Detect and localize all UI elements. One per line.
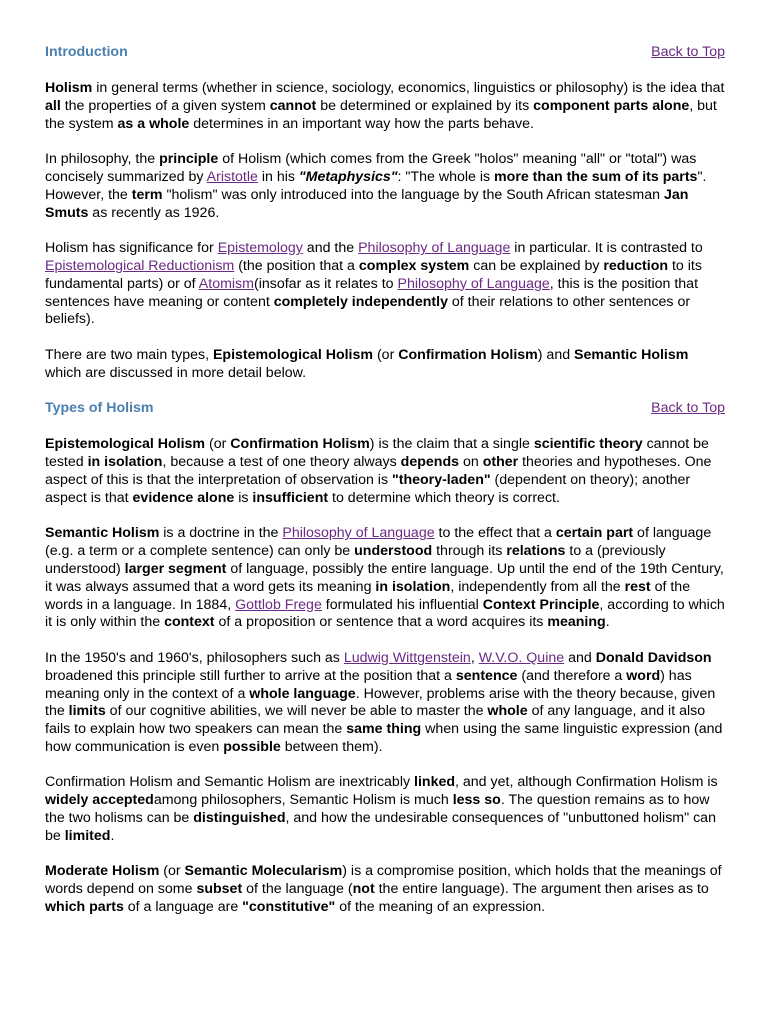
text-run: when using the same linguistic expression (and how communication is even	[45, 721, 723, 755]
bold-text: cannot	[269, 97, 317, 114]
text-run: , because a test of one theory always	[162, 454, 401, 471]
inline-link[interactable]: Epistemology	[217, 240, 303, 257]
text-run: theories and hypotheses. One aspect of this is that the interpretation of observation is	[45, 454, 712, 488]
section-title: Types of Holism	[45, 400, 154, 417]
back-to-top-link[interactable]: Back to Top	[651, 44, 725, 60]
text-run: as recently as 1926.	[88, 204, 220, 221]
text-run: to determine which theory is correct.	[328, 489, 560, 506]
bold-text: certain part	[555, 525, 634, 542]
text-run: in his	[257, 168, 299, 185]
inline-link[interactable]: Atomism	[198, 275, 254, 292]
bold-text: possible	[223, 738, 281, 755]
bold-text: whole	[487, 703, 528, 720]
text-run: , independently from all the	[450, 578, 625, 595]
bold-text: Context Principle	[482, 596, 600, 613]
text-run: , according to which it is only within the	[45, 596, 725, 631]
bold-text: reduction	[603, 257, 669, 274]
bold-text: "Metaphysics"	[298, 168, 398, 185]
bold-text: depends	[400, 454, 460, 471]
inline-link[interactable]: Philosophy of Language	[397, 275, 550, 292]
bold-text: Epistemological Holism	[45, 436, 206, 453]
section-header	[45, 400, 725, 420]
bold-text: same thing	[346, 721, 422, 738]
text-run: is	[234, 489, 253, 506]
section-title: Introduction	[45, 44, 128, 60]
bold-text: Confirmation Holism	[398, 346, 538, 363]
document-page	[45, 44, 725, 935]
paragraph	[45, 774, 725, 845]
bold-text: relations	[506, 543, 566, 560]
text-run: to its fundamental parts) or of	[45, 257, 702, 292]
text-run: , and how the undesirable consequences of "unbuttoned holism" can be	[45, 810, 716, 844]
text-run: .	[605, 614, 610, 631]
text-run: (or	[205, 436, 231, 453]
bold-text: Epistemological Holism	[212, 346, 374, 363]
text-run: , but the system	[45, 97, 717, 132]
bold-text: in isolation	[375, 578, 451, 595]
text-run: and	[564, 649, 596, 666]
bold-text: whole language	[249, 685, 356, 702]
text-run: Holism has significance for	[45, 240, 218, 257]
paragraph	[45, 151, 725, 222]
text-run: There are two main types,	[45, 346, 213, 363]
text-run: in particular. It is contrasted to	[510, 240, 703, 257]
bold-text: sentence	[455, 667, 518, 684]
bold-text: less so	[452, 792, 501, 809]
text-run: ) is a compromise position, which holds that the meanings of words depend on some	[45, 863, 722, 898]
inline-link[interactable]: Epistemological Reductionism	[45, 257, 235, 274]
text-run: among philosophers, Semantic Holism is much	[153, 792, 453, 809]
text-run: .	[110, 827, 115, 844]
text-run: (or	[373, 346, 399, 363]
bold-text: understood	[354, 543, 433, 560]
section-types-of-holism	[45, 400, 725, 917]
text-run: through its	[432, 543, 507, 560]
bold-text: limits	[68, 703, 106, 720]
text-run: ) has meaning only in the context of a	[45, 667, 692, 702]
bold-text: word	[626, 667, 661, 684]
bold-text: Donald Davidson	[595, 649, 712, 666]
text-run: (and therefore a	[517, 667, 627, 684]
bold-text: limited	[64, 827, 111, 844]
back-to-top-link[interactable]: Back to Top	[651, 400, 725, 417]
text-run: , and yet, although Confirmation Holism is	[455, 774, 718, 791]
text-run: of our cognitive abilities, we will never be able to master the	[105, 703, 488, 720]
bold-text: all	[45, 97, 61, 114]
text-run: of a proposition or sentence that a word acquires its	[214, 614, 548, 631]
text-run: which are discussed in more detail below.	[45, 364, 307, 381]
text-run: Confirmation Holism and Semantic Holism are inextricably	[45, 774, 415, 791]
bold-text: Holism	[45, 80, 93, 96]
text-run: between them).	[280, 738, 383, 755]
text-run: , this is the position that sentences have meaning or content	[45, 275, 699, 310]
text-run: of the language (	[242, 881, 353, 898]
text-run: of the words in a language. In 1884,	[45, 578, 691, 613]
text-run: to a (previously understood)	[45, 543, 666, 577]
text-run: (insofar as it relates to	[253, 275, 398, 292]
bold-text: not	[352, 881, 375, 898]
paragraph	[45, 80, 725, 133]
text-run: ,	[470, 649, 479, 666]
text-run: In philosophy, the	[45, 151, 160, 168]
paragraph	[45, 347, 725, 383]
bold-text: term	[131, 186, 163, 203]
text-run: of a language are	[123, 899, 243, 916]
text-run: In the 1950's and 1960's, philosophers such as	[45, 649, 344, 666]
text-run: formulated his influential	[321, 596, 483, 613]
section-introduction	[45, 44, 725, 383]
text-run: ". However, the	[45, 168, 707, 203]
bold-text: evidence alone	[132, 489, 235, 506]
text-run: broadened this principle still further to arrive at the position that a	[45, 667, 456, 684]
text-run: of Holism (which comes from the Greek "holos" meaning "all" or "total") was concisely summarized by	[45, 151, 697, 185]
bold-text: Moderate Holism	[45, 863, 160, 880]
bold-text: which parts	[45, 899, 124, 916]
bold-text: scientific theory	[533, 436, 643, 453]
bold-text: insufficient	[252, 489, 329, 506]
bold-text: complex system	[358, 257, 470, 274]
text-run: "holism" was only introduced into the language by the South African statesman	[162, 186, 664, 203]
text-run: (or	[159, 863, 185, 880]
bold-text: completely independently	[273, 293, 448, 310]
text-run: cannot be tested	[45, 436, 709, 471]
bold-text: component parts alone	[533, 97, 690, 114]
paragraph	[45, 525, 725, 632]
section-header	[45, 44, 725, 64]
text-run: can be explained by	[469, 257, 604, 274]
text-run: to the effect that a	[434, 525, 556, 542]
bold-text: principle	[159, 151, 219, 168]
text-run: of the meaning of an expression.	[335, 899, 546, 916]
text-run: (dependent on theory); another aspect is that	[45, 471, 691, 506]
text-run: on	[459, 454, 483, 471]
text-run: ) is the claim that a single	[369, 436, 534, 453]
bold-text: linked	[414, 774, 456, 791]
text-run: be determined or explained by its	[316, 97, 534, 114]
bold-text: widely accepted	[45, 792, 154, 809]
bold-text: context	[164, 614, 215, 631]
bold-text: Semantic Holism	[45, 525, 160, 542]
bold-text: subset	[196, 881, 243, 898]
bold-text: other	[482, 454, 519, 471]
text-run: the entire language). The argument then arises as to	[374, 881, 709, 898]
text-run: determines in an important way how the parts behave.	[189, 115, 534, 132]
inline-link[interactable]: Ludwig Wittgenstein	[343, 649, 471, 666]
bold-text: in isolation	[87, 454, 163, 471]
bold-text: Semantic Holism	[574, 346, 689, 363]
text-run: . However, problems arise with the theory because, given the	[45, 685, 716, 720]
bold-text: Semantic Molecularism	[184, 863, 343, 880]
inline-link[interactable]: Philosophy of Language	[282, 525, 435, 542]
text-run: and the	[302, 240, 359, 257]
paragraph	[45, 650, 725, 757]
text-run: of any language, and it also fails to explain how two speakers can mean the	[45, 703, 706, 738]
bold-text: rest	[624, 578, 651, 595]
text-run: of their relations to other sentences or beliefs).	[45, 293, 691, 328]
text-run: ) and	[537, 346, 575, 363]
bold-text: Jan Smuts	[45, 186, 689, 221]
bold-text: meaning	[547, 614, 606, 631]
paragraph	[45, 863, 725, 916]
bold-text: more than the sum of its parts	[494, 168, 698, 185]
bold-text: distinguished	[193, 810, 286, 827]
paragraph	[45, 436, 725, 507]
text-run: in general terms (whether in science, sociology, economics, linguistics or philosophy) is the idea that	[92, 80, 725, 96]
bold-text: "theory-laden"	[392, 471, 491, 488]
paragraph	[45, 240, 725, 329]
bold-text: Confirmation Holism	[230, 436, 370, 453]
text-run: of language (e.g. a term or a complete sentence) can only be	[45, 525, 712, 560]
text-run: is a doctrine in the	[159, 525, 283, 542]
inline-link[interactable]: Aristotle	[206, 168, 258, 185]
inline-link[interactable]: W.V.O. Quine	[478, 649, 565, 666]
text-run: . The question remains as to how the two holisms can be	[45, 792, 710, 827]
text-run: : "The whole is	[397, 168, 495, 185]
inline-link[interactable]: Philosophy of Language	[358, 240, 511, 257]
text-run: of language, possibly the entire language. Up until the end of the 19th Century, it was always assumed that a word gets its meaning	[45, 560, 724, 595]
text-run: (the position that a	[234, 257, 359, 274]
bold-text: larger segment	[124, 560, 227, 577]
inline-link[interactable]: Gottlob Frege	[235, 596, 322, 613]
bold-text: "constitutive"	[242, 899, 336, 916]
bold-text: as a whole	[117, 115, 190, 132]
text-run: the properties of a given system	[60, 97, 270, 114]
